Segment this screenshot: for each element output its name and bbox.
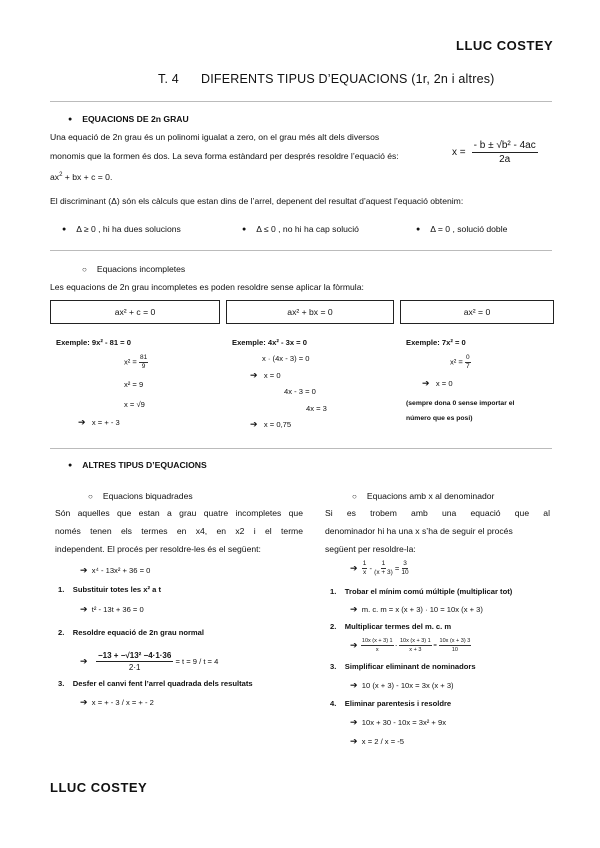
denominador-text: Si es trobem amb una equació que al denominador hi ha una x s’ha de seguir el procés següent per resoldre-la: <box>325 508 550 554</box>
arrow-icon: ➔ <box>350 736 358 746</box>
form-box-1: ax² + c = 0 <box>50 300 220 324</box>
arrow-icon: ➔ <box>350 680 358 690</box>
separator <box>50 250 552 251</box>
right-step-1: 1. Trobar el mínim comú múltiple (multiplicar tot) <box>330 587 513 596</box>
incompletes-intro: Les equacions de 2n grau incompletes es poden resoldre sense aplicar la fòrmula: <box>50 282 364 292</box>
example-3-note: (sempre dona 0 sense importar el <box>406 400 515 407</box>
discriminant-case-negative: ● Δ ≤ 0 , no hi ha cap solució <box>242 222 359 238</box>
discriminant-case-zero: ● Δ = 0 , solució doble <box>416 222 507 238</box>
arrow-icon: ➔ <box>422 378 430 388</box>
right-step-2: 2. Multiplicar termes del m. c. m <box>330 622 452 631</box>
step-1: 1. Substituir totes les x² a t <box>58 585 161 594</box>
denominador-equation: ➔ $\frac{1}{x}$ - $\frac{1}{(x + 3)}$ = $\frac{3}{10}$ <box>350 560 409 576</box>
step-2-eq: ➔ $\frac{\text{−13 + −√13² −4·1·36}}{2\cdot 1}$ = t = 9 / t = 4 <box>80 651 219 672</box>
example-1: Exemple: 9x² - 81 = 0 <box>56 338 131 347</box>
paragraph-line: monomis que la formen és dos. La seva forma estàndard per després resoldre l’equació és: <box>50 151 399 161</box>
separator <box>50 448 552 449</box>
arrow-icon: ➔ <box>350 640 358 650</box>
step-1-eq: ➔ t² - 13t + 36 = 0 <box>80 604 144 614</box>
form-box-2: ax² + bx = 0 <box>226 300 394 324</box>
step-2: 2. Resoldre equació de 2n grau normal <box>58 628 205 637</box>
page-title: T. 4 DIFERENTS TIPUS D’EQUACIONS (1r, 2n i altres) <box>158 72 495 86</box>
arrow-icon: ➔ <box>80 697 88 707</box>
example-3-note: número que es posi) <box>406 415 473 422</box>
arrow-icon: ➔ <box>350 563 358 573</box>
arrow-icon: ➔ <box>80 656 88 666</box>
arrow-icon: ➔ <box>250 419 258 429</box>
subheading-biquadrades: ○ Equacions biquadrades <box>88 489 193 504</box>
example-1-step: x² = $\frac{81}{9}$ <box>124 354 148 370</box>
right-step-3: 3. Simplificar eliminant de nominadors <box>330 662 476 671</box>
arrow-icon: ➔ <box>78 417 86 427</box>
standard-form: $ax^2$ + bx + c = 0. <box>50 171 113 182</box>
example-2-step: x · (4x - 3) = 0 <box>262 354 310 363</box>
section-heading-altres: ● ALTRES TIPUS D’EQUACIONS <box>68 458 207 474</box>
section-heading-2n-grau: ● EQUACIONS DE 2n GRAU <box>68 112 189 128</box>
right-step-1-eq: ➔ m. c. m = x (x + 3) · 10 = 10x (x + 3) <box>350 604 483 614</box>
separator <box>50 101 552 102</box>
example-3: Exemple: 7x² = 0 <box>406 338 466 347</box>
example-2-result: ➔ x = 0,75 <box>250 419 292 429</box>
step-3: 3. Desfer el canvi fent l’arrel quadrada dels resultats <box>58 679 253 688</box>
biquadrada-equation: ➔ x⁴ - 13x² + 36 = 0 <box>80 565 151 575</box>
example-3-step: x² = $\frac{0}{7}$ <box>450 354 470 370</box>
arrow-icon: ➔ <box>350 604 358 614</box>
example-2-step: ➔ x = 0 <box>250 370 281 380</box>
arrow-icon: ➔ <box>80 604 88 614</box>
discriminant-text: El discriminant (Δ) són els càlculs que estan dins de l’arrel, depenent del resultat d’aquest l’equació obtenim: <box>50 196 464 206</box>
arrow-icon: ➔ <box>250 370 258 380</box>
right-step-4: 4. Eliminar parentesis i resoldre <box>330 699 452 708</box>
author-header: LLUC COSTEY <box>456 38 554 53</box>
arrow-icon: ➔ <box>350 717 358 727</box>
example-1-result: ➔ x = + - 3 <box>78 417 120 427</box>
right-step-3-eq: ➔ 10 (x + 3) - 10x = 3x (x + 3) <box>350 680 454 690</box>
discriminant-case-positive: ● Δ ≥ 0 , hi ha dues solucions <box>62 222 181 238</box>
example-1-step: x = √9 <box>124 400 145 409</box>
right-step-2-eq: ➔ $\frac{10x (x + 3) 1}{x}$ - $\frac{10x (x + 3) 1}{x + 3}$ = $\frac{10x (x + 3) 3}{10}$ <box>350 638 471 653</box>
subheading-denominador: ○ Equacions amb x al denominador <box>352 489 494 504</box>
example-3-result: ➔ x = 0 <box>422 378 453 388</box>
step-3-eq: ➔ x = + - 3 / x = + - 2 <box>80 697 154 707</box>
example-2-step: 4x - 3 = 0 <box>284 387 316 396</box>
form-box-3: ax² = 0 <box>400 300 554 324</box>
right-step-4-eq: ➔ 10x + 30 - 10x = 3x² + 9x <box>350 717 446 727</box>
section-heading-incompletes: ○ Equacions incompletes <box>82 262 185 277</box>
right-step-4-result: ➔ x = 2 / x = -5 <box>350 736 404 746</box>
quadratic-formula: x = $\frac{\text{- b ± √b² - 4ac}}{2a}$ <box>452 140 536 165</box>
biquadrades-text: Són aquelles que estan a grau quatre incompletes que només tenen els termes en x4, en x2 i el terme independent. El procés per resoldre-les és el següent: <box>55 508 303 554</box>
arrow-icon: ➔ <box>80 565 88 575</box>
example-1-step: x² = 9 <box>124 380 144 389</box>
example-2-step: 4x = 3 <box>306 404 327 413</box>
example-2: Exemple: 4x² - 3x = 0 <box>232 338 307 347</box>
author-footer: LLUC COSTEY <box>50 780 148 795</box>
paragraph-line: Una equació de 2n grau és un polinomi igualat a zero, on el grau més alt dels diversos <box>50 132 380 142</box>
